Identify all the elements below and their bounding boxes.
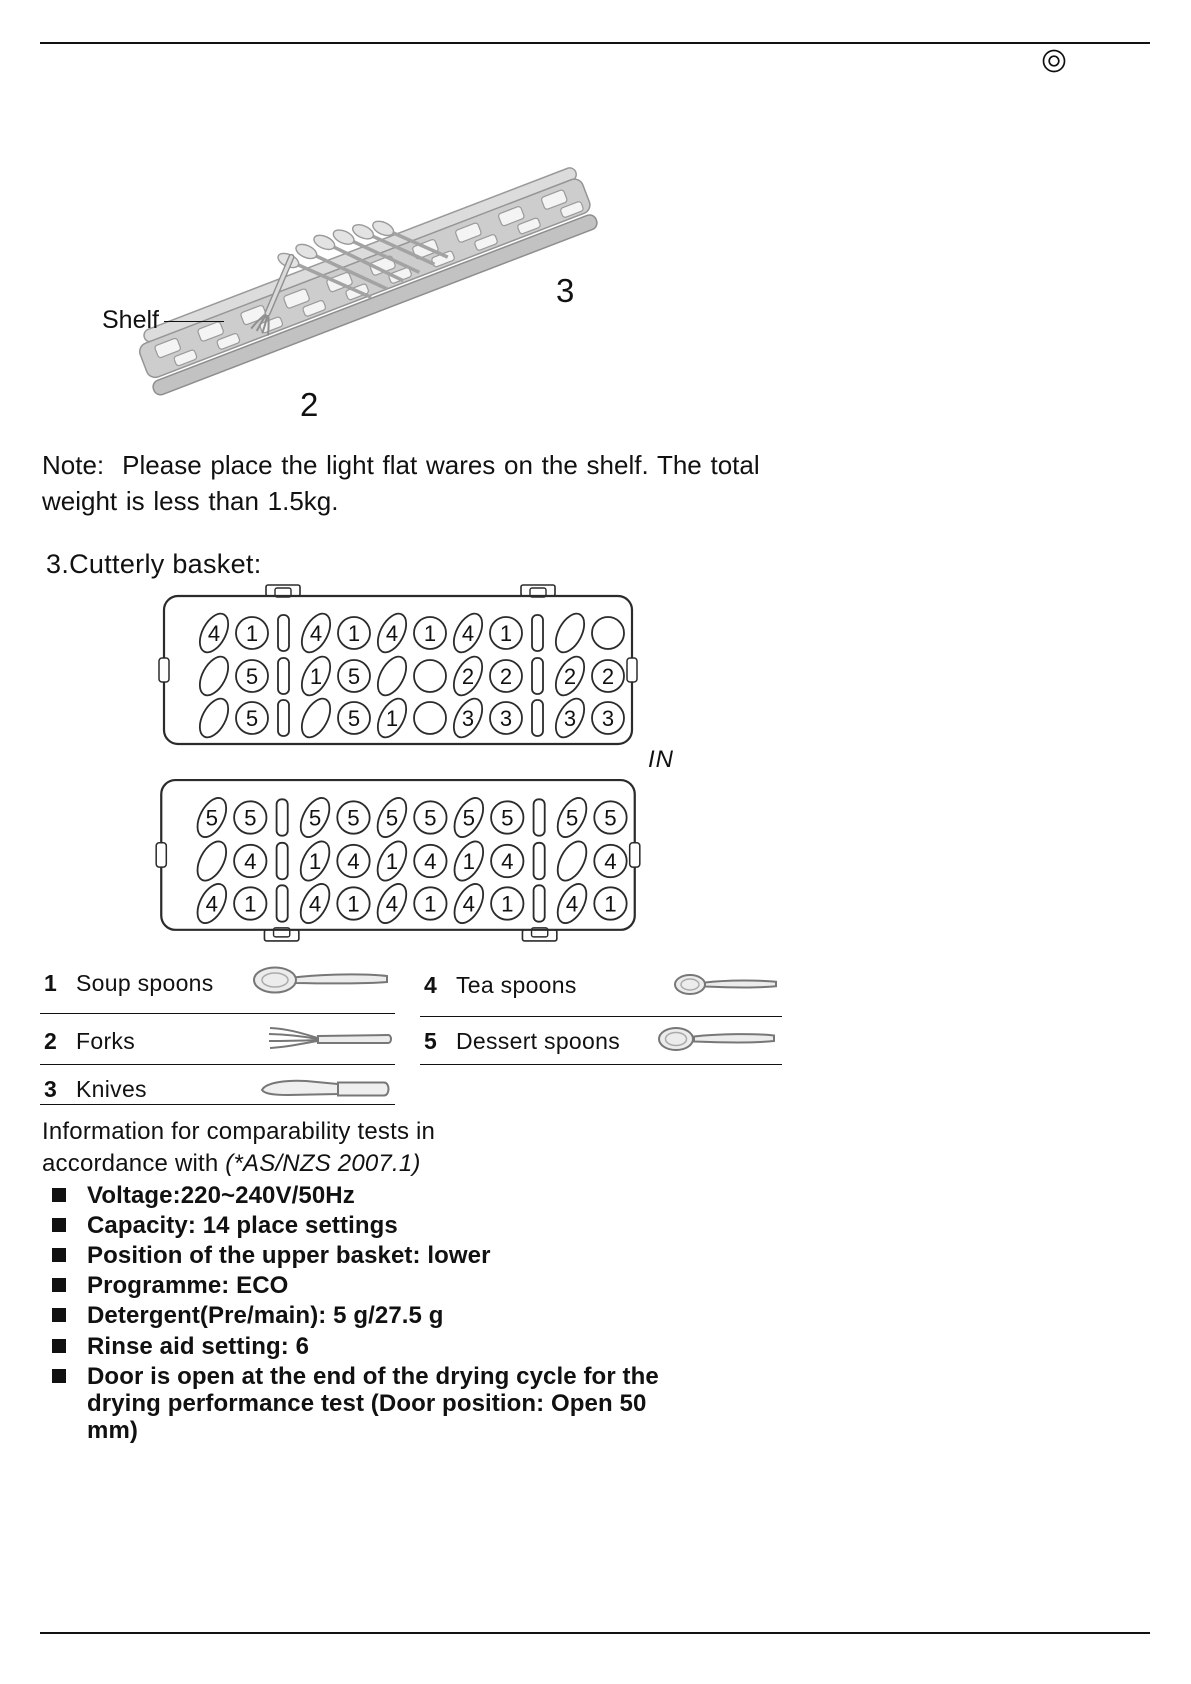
basket-cell-number: 3 [563, 706, 577, 731]
basket-cell-number: 5 [347, 706, 361, 731]
basket-cell-number: 5 [462, 805, 476, 831]
in-direction-label: IN [648, 746, 674, 773]
info-intro-text: Information for comparability tests in accordance with [42, 1118, 436, 1177]
legend-label-soup-spoons: Soup spoons [76, 970, 214, 996]
info-bullet: Voltage:220~240V/50Hz [52, 1182, 732, 1209]
bullet-square-icon [52, 1218, 66, 1232]
cutlery-basket-top-diagram [158, 582, 638, 750]
legend-label-knives: Knives [76, 1076, 147, 1102]
basket-cell-number: 4 [385, 891, 399, 917]
basket-cell-number: 4 [308, 891, 322, 917]
basket-cell-circle [592, 617, 624, 649]
legend-separator [420, 1016, 782, 1017]
basket-slot [532, 615, 543, 651]
note-paragraph [42, 448, 772, 520]
basket-cell-oval [194, 652, 234, 700]
basket-cell-number: 4 [205, 891, 219, 917]
basket-cell-number: 5 [347, 805, 360, 831]
knife-icon [256, 1074, 396, 1106]
basket-cell-number: 4 [207, 621, 221, 646]
basket-cell-oval [552, 837, 592, 885]
basket-slot [532, 700, 543, 736]
cutlery-basket-bottom-diagram [154, 774, 642, 946]
bottom-rule [40, 1632, 1150, 1634]
basket-cell-oval [192, 837, 232, 885]
basket-cell-number: 4 [462, 891, 476, 917]
basket-cell-number: 1 [308, 849, 322, 875]
basket-cell-oval [372, 652, 412, 700]
basket-cell-number: 1 [385, 706, 399, 731]
legend-num-1: 1 [44, 970, 57, 996]
basket-cell-number: 5 [604, 805, 617, 831]
fork-icon [264, 1020, 396, 1060]
basket-cell-number: 4 [244, 849, 257, 875]
basket-cell-number: 5 [347, 664, 361, 689]
basket-cell-number: 4 [461, 621, 475, 646]
basket-cell-circle [414, 660, 446, 692]
basket-side-notch [159, 658, 169, 682]
info-bullet: Rinse aid setting: 6 [52, 1333, 732, 1360]
basket-cell-number: 4 [565, 891, 579, 917]
info-bullet: Programme: ECO [52, 1272, 732, 1299]
basket-cell-number: 4 [385, 621, 399, 646]
shelf-leader-line [164, 321, 224, 322]
basket-cell-number: 5 [308, 805, 322, 831]
basket-cell-oval [550, 609, 590, 657]
info-intro [42, 1116, 482, 1179]
basket-cell-number: 1 [499, 621, 513, 646]
basket-cell-number: 1 [244, 891, 257, 917]
bullet-square-icon [52, 1369, 66, 1383]
basket-cell-number: 4 [501, 849, 514, 875]
basket-cell-number: 5 [501, 805, 514, 831]
info-bullet-list [52, 1182, 732, 1444]
basket-slot [277, 843, 288, 879]
basket-slot [534, 885, 545, 921]
basket-slot [278, 615, 289, 651]
basket-slot [277, 799, 288, 835]
basket-cell-number: 5 [245, 706, 259, 731]
bullet-square-icon [52, 1248, 66, 1262]
info-bullet: Position of the upper basket: lower [52, 1242, 732, 1269]
bullet-square-icon [52, 1339, 66, 1353]
basket-cell-number: 3 [499, 706, 513, 731]
bullet-square-icon [52, 1188, 66, 1202]
info-bullet: Door is open at the end of the drying cycle for the drying performance test (Door position: Open 50 mm) [52, 1363, 732, 1444]
basket-cell-number: 2 [601, 664, 615, 689]
legend-label-dessert-spoons: Dessert spoons [456, 1028, 620, 1054]
top-rule [40, 42, 1150, 44]
note-text: Please place the light flat wares on the shelf. The total weight is less than 1.5kg. [42, 450, 760, 516]
basket-cell-number: 1 [245, 621, 259, 646]
legend-separator [40, 1013, 395, 1014]
basket-cell-number: 1 [347, 891, 360, 917]
basket-cell-number: 2 [499, 664, 513, 689]
info-bullet: Capacity: 14 place settings [52, 1212, 732, 1239]
info-intro-standard: (*AS/NZS 2007.1) [225, 1149, 421, 1177]
bullet-square-icon [52, 1278, 66, 1292]
legend-separator [40, 1064, 395, 1065]
info-bullet: Detergent(Pre/main): 5 g/27.5 g [52, 1302, 732, 1329]
basket-cell-number: 1 [424, 891, 437, 917]
basket-side-notch [627, 658, 637, 682]
legend-label-forks: Forks [76, 1028, 135, 1054]
basket-cell-number: 4 [309, 621, 323, 646]
basket-cell-number: 1 [423, 621, 437, 646]
basket-cell-number: 5 [244, 805, 257, 831]
shelf-illustration [92, 162, 682, 450]
basket-cell-oval [296, 694, 336, 742]
basket-slot [278, 700, 289, 736]
basket-cell-number: 5 [565, 805, 579, 831]
basket-cell-number: 4 [347, 849, 360, 875]
basket-cell-number: 5 [385, 805, 399, 831]
section-heading: 3.Cutterly basket: [46, 549, 262, 579]
legend-label-tea-spoons: Tea spoons [456, 972, 577, 998]
legend-separator [40, 1104, 395, 1105]
dessert-spoon-icon [656, 1020, 781, 1058]
basket-cell-number: 3 [601, 706, 615, 731]
basket-cell-number: 1 [309, 664, 323, 689]
legend-num-4: 4 [424, 972, 437, 998]
basket-cell-number: 1 [347, 621, 361, 646]
basket-cell-number: 5 [424, 805, 437, 831]
basket-slot [277, 885, 288, 921]
basket-side-notch [156, 843, 166, 867]
basket-cell-number: 1 [462, 849, 476, 875]
legend-num-2: 2 [44, 1028, 57, 1054]
basket-cell-number: 1 [604, 891, 617, 917]
basket-cell-number: 2 [461, 664, 475, 689]
basket-cell-number: 1 [385, 849, 399, 875]
basket-cell-oval [194, 694, 234, 742]
basket-cell-number: 3 [461, 706, 475, 731]
tea-spoon-icon [672, 966, 782, 1002]
basket-side-notch [630, 843, 640, 867]
basket-slot [534, 843, 545, 879]
figure-callout-2: 2 [300, 386, 319, 423]
basket-cell-number: 4 [424, 849, 437, 875]
basket-slot [534, 799, 545, 835]
figure-callout-3: 3 [556, 272, 575, 309]
soup-spoon-icon [250, 960, 395, 1000]
bullet-square-icon [52, 1308, 66, 1322]
basket-slot [532, 658, 543, 694]
basket-cell-number: 4 [604, 849, 617, 875]
basket-cell-number: 5 [245, 664, 259, 689]
shelf-figure-label: Shelf [102, 306, 159, 334]
basket-slot [278, 658, 289, 694]
circle-mark-icon [1041, 48, 1067, 74]
legend-separator [420, 1064, 782, 1065]
basket-cell-number: 5 [205, 805, 219, 831]
basket-cell-number: 2 [563, 664, 577, 689]
legend-num-3: 3 [44, 1076, 57, 1102]
basket-cell-number: 1 [501, 891, 514, 917]
legend-num-5: 5 [424, 1028, 437, 1054]
basket-cell-circle [414, 702, 446, 734]
note-label: Note: [42, 450, 105, 480]
